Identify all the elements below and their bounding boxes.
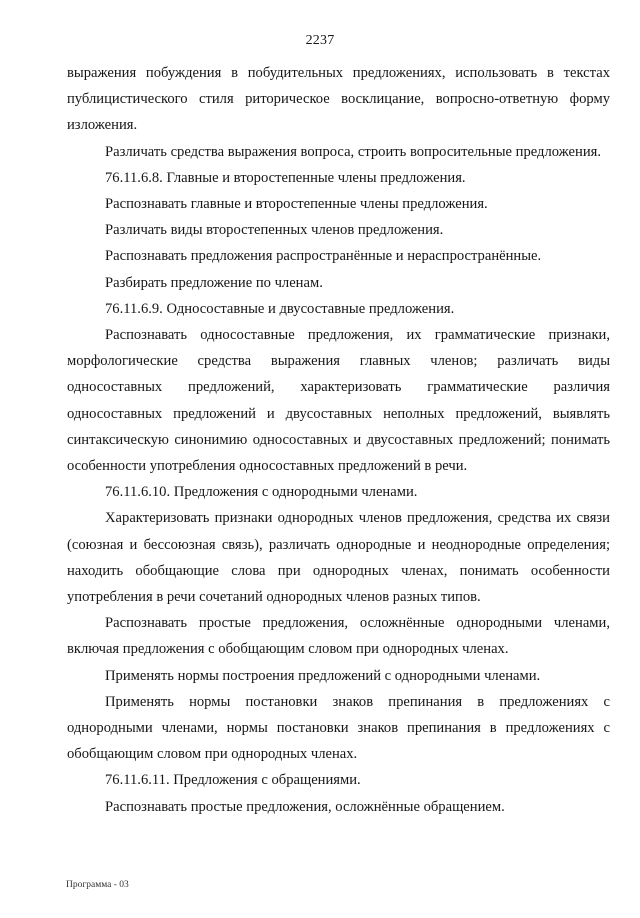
- paragraph: Применять нормы построения предложений с однородными членами.: [105, 667, 541, 684]
- paragraph: Применять нормы постановки знаков препинания в предложениях с однородными членами, нормы постановки знаков препинания в предложениях с обобщающим словом при однородных членах.: [67, 693, 610, 763]
- body-text: [67, 60, 610, 820]
- paragraph: Разбирать предложение по членам.: [105, 274, 323, 291]
- paragraph: Распознавать предложения распространённые и нераспространённые.: [105, 248, 542, 265]
- paragraph: Распознавать односоставные предложения, их грамматические признаки, морфологические средства выражения главных членов; различать виды односоставных предложений, характеризовать грамматические различия односоставных предложений и двусоставных неполных предложений, выявлять синтаксическую синонимию односоставных и двусоставных предложений; понимать особенности употребления односоставных предложений в речи.: [67, 327, 610, 475]
- paragraph: Различать средства выражения вопроса, строить вопросительные предложения.: [105, 143, 602, 160]
- section-heading-76-11-6-9: 76.11.6.9. Односоставные и двусоставные предложения.: [105, 300, 455, 317]
- footer-label: Программа - 03: [66, 880, 129, 890]
- section-heading-76-11-6-10: 76.11.6.10. Предложения с однородными членами.: [105, 484, 418, 501]
- paragraph: Распознавать главные и второстепенные члены предложения.: [105, 196, 488, 213]
- section-heading-76-11-6-11: 76.11.6.11. Предложения с обращениями.: [105, 772, 361, 789]
- section-heading-76-11-6-8: 76.11.6.8. Главные и второстепенные члены предложения.: [105, 169, 466, 186]
- page-number: 2237: [305, 33, 335, 48]
- paragraph: Распознавать простые предложения, осложнённые обращением.: [105, 798, 505, 815]
- paragraph: Характеризовать признаки однородных членов предложения, средства их связи (союзная и бессоюзная связь), различать однородные и неоднородные определения; находить обобщающие слова при однородных членах, понимать особенности употребления в речи сочетаний однородных членов разных типов.: [67, 510, 610, 606]
- paragraph: Распознавать простые предложения, осложнённые однородными членами, включая предложения с обобщающим словом при однородных членах.: [67, 615, 610, 658]
- paragraph: Различать виды второстепенных членов предложения.: [105, 222, 444, 239]
- paragraph-continuation: выражения побуждения в побудительных предложениях, использовать в текстах публицистического стиля риторическое восклицание, вопросно-ответную форму изложения.: [67, 65, 610, 134]
